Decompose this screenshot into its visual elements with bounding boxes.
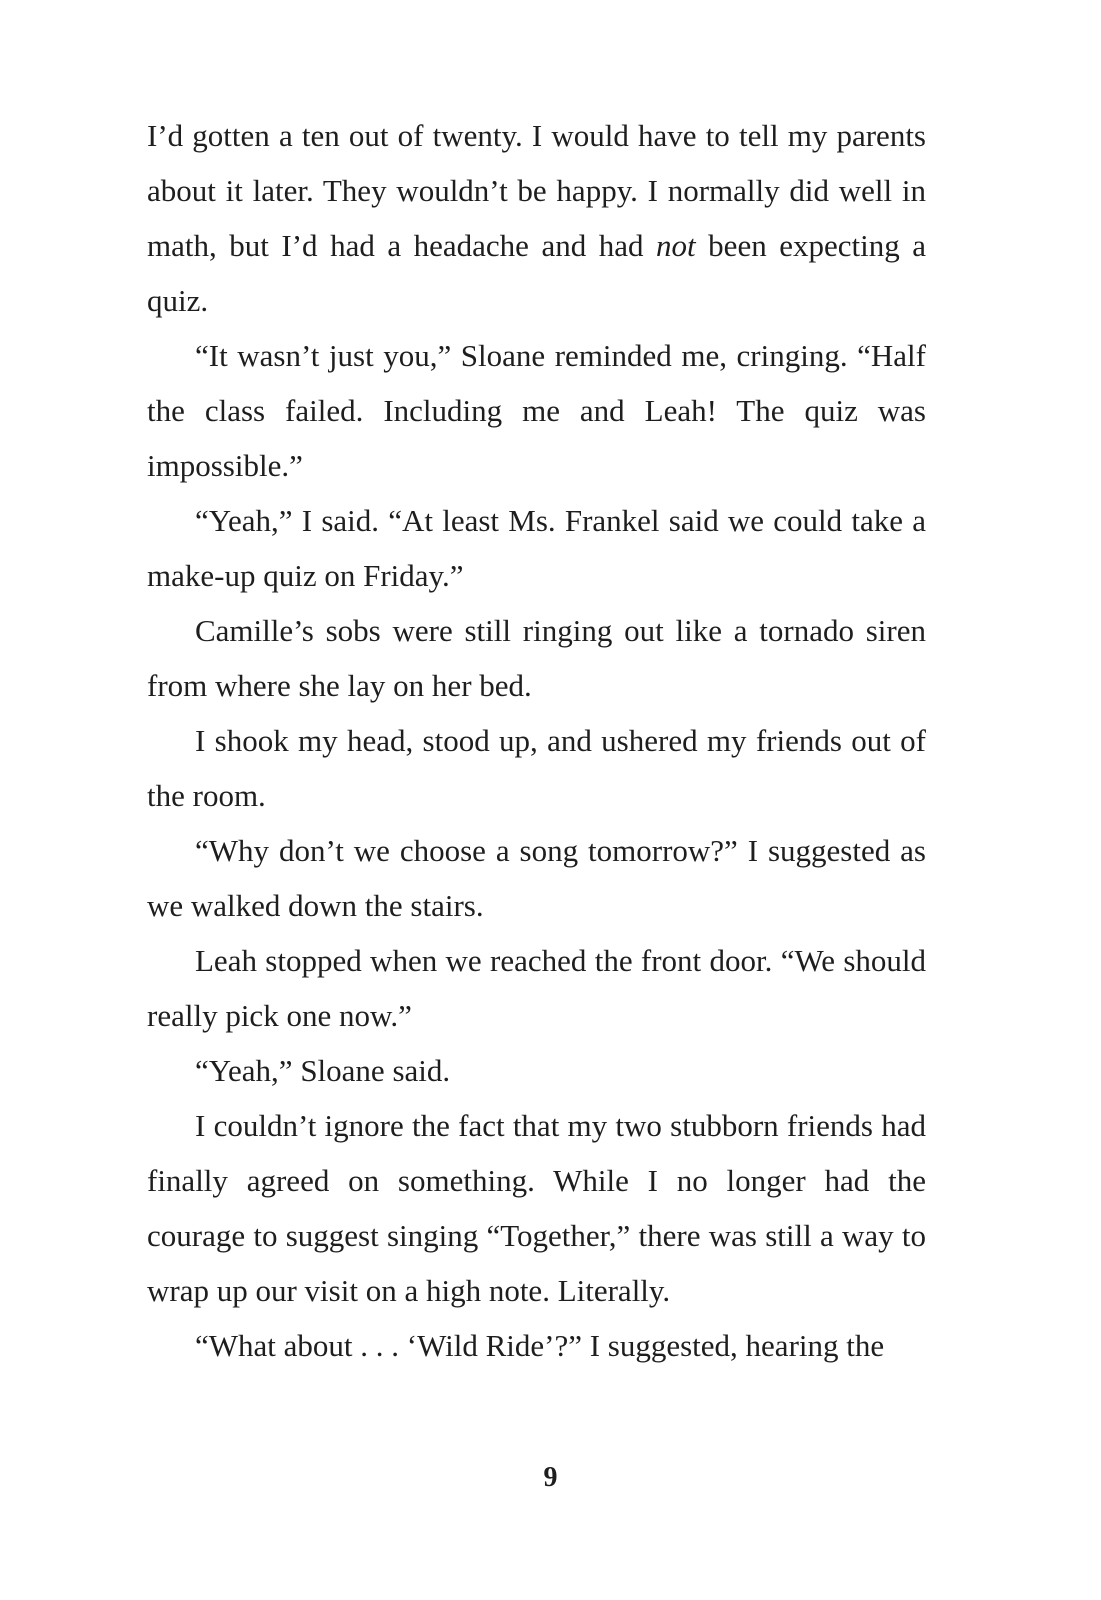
paragraph-text: I’d gotten a ten out of twenty. I would have to tell my parents about it later. They wouldn’t be happy. I normally did well in math, but I’d had a headache and had <box>147 118 926 263</box>
paragraph-text: “It wasn’t just you,” Sloane reminded me, cringing. “Half the class failed. Including me and Leah! The quiz was impossible.” <box>147 338 926 483</box>
paragraph <box>147 328 926 493</box>
paragraph <box>147 493 926 603</box>
paragraph <box>147 603 926 713</box>
paragraph <box>147 713 926 823</box>
paragraph <box>147 933 926 1043</box>
paragraph-text: “Yeah,” I said. “At least Ms. Frankel said we could take a make-up quiz on Friday.” <box>147 503 926 593</box>
paragraph <box>147 1098 926 1318</box>
paragraph <box>147 1043 926 1098</box>
paragraph-text: “Why don’t we choose a song tomorrow?” I suggested as we walked down the stairs. <box>147 833 926 923</box>
page-number: 9 <box>543 1462 558 1493</box>
italic-text: not <box>656 228 696 263</box>
body-text <box>147 108 926 1373</box>
paragraph <box>147 108 926 328</box>
paragraph <box>147 823 926 933</box>
paragraph <box>147 1318 926 1373</box>
paragraph-text: I couldn’t ignore the fact that my two stubborn friends had finally agreed on something. While I no longer had the courage to suggest singing “Together,” there was still a way to wrap up our visit on a high note. Literally. <box>147 1108 926 1308</box>
paragraph-text: Camille’s sobs were still ringing out like a tornado siren from where she lay on her bed. <box>147 613 926 703</box>
paragraph-text: Leah stopped when we reached the front door. “We should really pick one now.” <box>147 943 926 1033</box>
paragraph-text: “What about . . . ‘Wild Ride’?” I suggested, hearing the <box>195 1328 885 1363</box>
paragraph-text: “Yeah,” Sloane said. <box>195 1053 451 1088</box>
paragraph-text: I shook my head, stood up, and ushered my friends out of the room. <box>147 723 926 813</box>
paragraph-text: been expecting a quiz. <box>147 228 927 318</box>
